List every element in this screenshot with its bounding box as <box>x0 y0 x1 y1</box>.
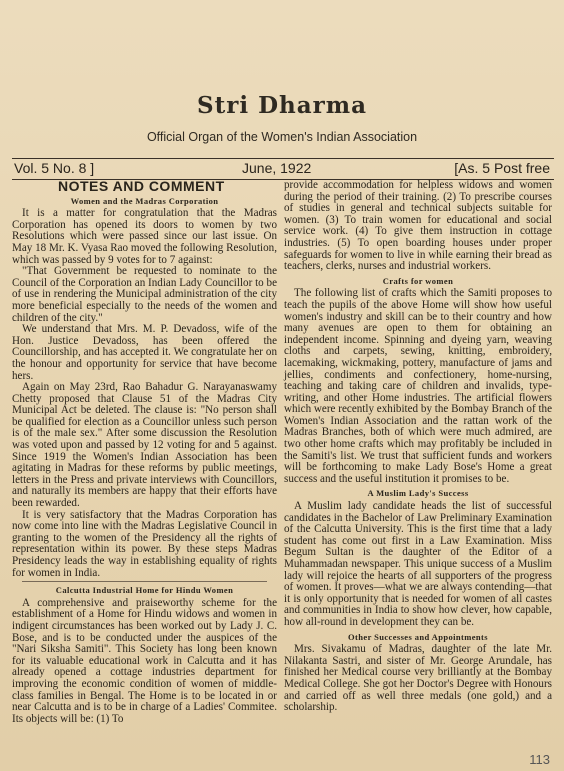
article-paragraph: We understand that Mrs. M. P. Devadoss, wife of the Hon. Justice Devadoss, has been offered the Councillorship, and has accepted it. We congratulate her on the honour and opportunity for service that have become hers. <box>12 323 277 382</box>
issue-info-bar <box>12 158 554 180</box>
article-heading: Other Successes and Appointments <box>348 631 488 642</box>
section-title: NOTES AND COMMENT <box>58 178 225 194</box>
issue-price: [As. 5 Post free <box>454 160 550 176</box>
article-paragraph: Again on May 23rd, Rao Bahadur G. Narayanaswamy Chetty proposed that Clause 51 of the Madras City Municipal Act be deleted. The clause is: "No person shall be qualified for election as a Councillor unless such person is of the male sex." After some discussion the Resolution was voted upon and passed by 12 voting for and 5 against. Since 1919 the Women's Indian Association has been agitating in Madras for these reforms by public meetings, letters in the Press and private interviews with Councillors, and naturally its members are happy that their efforts have been rewarded. <box>12 381 277 510</box>
masthead-subtitle: Official Organ of the Women's Indian Association <box>146 130 418 144</box>
issue-date: June, 1922 <box>242 160 312 176</box>
right-column <box>284 180 552 714</box>
page-number: 113 <box>529 752 550 767</box>
issue-volume: Vol. 5 No. 8 ] <box>14 160 95 176</box>
article-heading: Crafts for women <box>382 275 454 286</box>
article-paragraph: It is a matter for congratulation that the Madras Corporation has opened its doors to women by two Resolutions which were passed since our last issue. On May 18 Mr. K. Vyasa Rao moved the following Resolution, which was passed by 9 votes for to 7 against: <box>12 207 277 266</box>
article-paragraph: A Muslim lady candidate heads the list of successful candidates in the Bachelor of Law Preliminary Examination of the Calcutta University. This is the first time that a lady student has come out first in a Law Examination. Miss Begum Sultan is the daughter of the Editor of a Muhammadan newspaper. This unique success of a Muslim lady will rejoice the hearts of all supporters of the progress of women. It proves—what we are always contending—that it is only opportunity that is needed for women of all castes and communities in India to show how clever, how capable, how all-round in development they can be. <box>284 500 552 628</box>
article-heading: A Muslim Lady's Success <box>367 488 469 499</box>
article-heading: Women and the Madras Corporation <box>70 195 219 206</box>
article-paragraph: The following list of crafts which the Samiti proposes to teach the pupils of the above Home will show how useful women's industry and skill can be to their country and how many avenues are open to them for obtaining an independent income. Spinning and dyeing yarn, weaving cloths and carpets, sewing, knitting, embroidery, lacemaking, wickmaking, pottery, manufacture of jams and jellies, condiments and confectionery, home-nursing, teaching and taking care of children and invalids, type-writing, and other Home industries. The artificial flowers which were recently exhibited by the Bombay Branch of the Women's Indian Association and the rattan work of the Madras Branches, both of which were much admired, are two other home crafts which may profitably be included in the Samiti's list. We trust that sufficient funds and workers will be forthcoming to make Lady Bose's Home a great success and the useful institution it promises to be. <box>284 287 552 485</box>
article-heading: Calcutta Industrial Home for Hindu Women <box>55 585 234 596</box>
article-paragraph: It is very satisfactory that the Madras Corporation has now come into line with the Madras Legislative Council in granting to the women of the Presidency all the rights of representation within its power. By these steps Madras Presidency leads the way in establishing equality of rights for women in India. <box>12 508 277 579</box>
article-paragraph: Mrs. Sivakamu of Madras, daughter of the late Mr. Nilakanta Sastri, and sister of Mr. George Arundale, has finished her Medical course very brilliantly at the Bombay Medical College. She got her Doctor's Degree with Honours and carried off as well three medals (one gold,) and a scholarship. <box>284 643 552 714</box>
masthead-title: Stri Dharma <box>196 92 368 119</box>
article-paragraph: "That Government be requested to nominate to the Council of the Corporation an Indian Lady Councillor to be of use in rendering the Municipal administration of the city more beneficial especially to the needs of the women and children of the city." <box>12 265 277 324</box>
left-column <box>12 180 277 725</box>
article-paragraph: provide accommodation for helpless widows and women during the period of their training. (2) To prescribe courses of studies in general and technical subjects suitable for women. (3) To train women for educational and social service work. (4) To give them instruction in cottage industries. (5) To open boarding houses under proper safeguards for women to live in while earning their bread as teachers, clerks, nurses and industrial workers. <box>284 179 552 273</box>
article-paragraph: A comprehensive and praiseworthy scheme for the establishment of a Home for Hindu widows and women in indigent circumstances has been worked out by Lady J. C. Bose, and is to be conducted under the auspices of the "Nari Siksha Samiti". This Society has long been known for its valuable educational work in Calcutta and it has already opened a cottage industries department for improving the economic condition of women of middle-class families in Bengal. The Home is to be located in or near Calcutta and is to be in charge of a Ladies' Commitee. Its objects will be: (1) To <box>12 596 277 725</box>
divider <box>22 581 267 582</box>
